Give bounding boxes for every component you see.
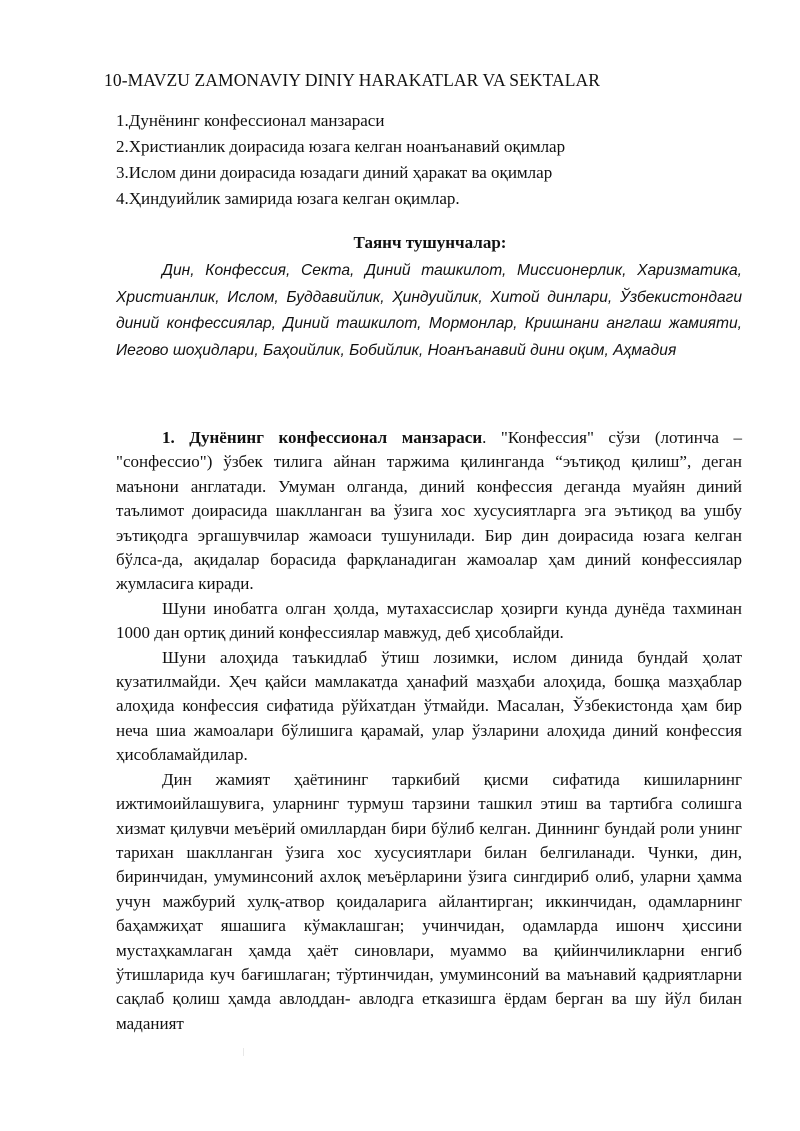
plan-item: 1.Дунёнинг конфессионал манзараси — [116, 111, 385, 130]
plan-item: 3.Ислом дини доирасидa юзадаги диний ҳаракат ва оқимлар — [116, 163, 553, 182]
plan-item: 4.Ҳиндуийлик замирида юзага келган оқимлар. — [116, 189, 460, 208]
section-1-body — [116, 426, 742, 1036]
document-title: 10-MAVZU ZAMONAVIY DINIY HARAKATLAR VA SEKTALAR — [104, 70, 601, 90]
paragraph-text: . "Конфессия" сўзи (лотинча – "сонфессио") ўзбек тилига айнан таржима қилинганда “эътиқод қилиш”, деган маънони англатади. Умуман олганда, диний конфессия деганда муайян диний таълимот доирасида шаклланган ва ўзига хос хусусиятларга эга эътиқод ва ушбу эътиқодга эргашувчилар жамоаси тушунилади. Бир дин доирасида юзага келган бўлса-да, ақидалар борасида фарқланадиган жамоалар ҳам диний конфессиялар жумласига киради. — [116, 428, 742, 594]
topic-plan-list — [116, 108, 565, 212]
plan-item: 2.Христианлик доирасида юзага келган ноанъанавий оқимлар — [116, 137, 566, 156]
paragraph — [116, 426, 742, 597]
paragraph: Шуни алоҳида таъкидлаб ўтиш лозимки, ислом динида бундай ҳолат кузатилмайди. Ҳеч қайси мамлакатда ҳанафий мазҳаби алоҳида, бошқа мазҳаблар алоҳида конфессия сифатида рўйхатдан ўтмайди. Масалан, Ўзбекистонда ҳам бир неча шиа жамоалари бўлишига қарамай, улар ўзларини алоҳида диний конфессия ҳисобламайдилар. — [116, 647, 742, 765]
key-concepts-text: Дин, Конфессия, Секта, Диний ташкилот, Миссионерлик, Харизматика, Христианлик, Ислом, Буддавийлик, Ҳиндуийлик, Хитой динлари, Ўзбекистондаги диний конфессиялар, Диний ташкилот, Мормонлар, Кришнани англаш жамияти, Иегово шоҳидлари, Баҳоийлик, Бобийлик, Ноанъанавий дини оқим, Аҳмадия — [116, 262, 742, 359]
section-1-heading: 1. Дунёнинг конфессионал манзараси — [162, 428, 483, 447]
key-concepts-heading: Таянч тушунчалар: — [353, 233, 507, 252]
page-marker — [243, 1048, 244, 1056]
paragraph: Дин жамият ҳаётининг таркибий қисми сифатида кишиларнинг ижтимоийлашувига, уларнинг турмуш тарзини ташкил этиш ва тартибга солишга хизмат қилувчи меъёрий омиллардан бири бўлиб келган. Диннинг бундай роли унинг тарихан шаклланган ўзига хос хусусиятлари билан белгиланади. Чунки, дин, биринчидан, умуминсоний ахлоқ меъёрларини ўзига сингдириб олиб, уларни ҳамма учун мажбурий хулқ-атвор қоидаларига айлантирган; иккинчидан, одамларнинг баҳамжиҳат яшашига кўмаклашган; учинчидан, одамларда ишонч ҳиссини мустаҳкамлаган ҳамда ҳаёт синовлари, муаммо ва қийинчиликларни енгиб ўтишларида куч бағишлаган; тўртинчидан, умуминсоний ва маънавий қадриятларни сақлаб қолиш ҳамда авлоддан- авлодга етказишга ёрдам берган ва шу йўл билан маданият — [116, 769, 742, 1033]
paragraph: Шуни инобатга олган ҳолда, мутахассислар ҳозирги кунда дунёда тахминан 1000 дан ортиқ диний конфессиялар мавжуд, деб ҳисоблайди. — [116, 598, 742, 643]
